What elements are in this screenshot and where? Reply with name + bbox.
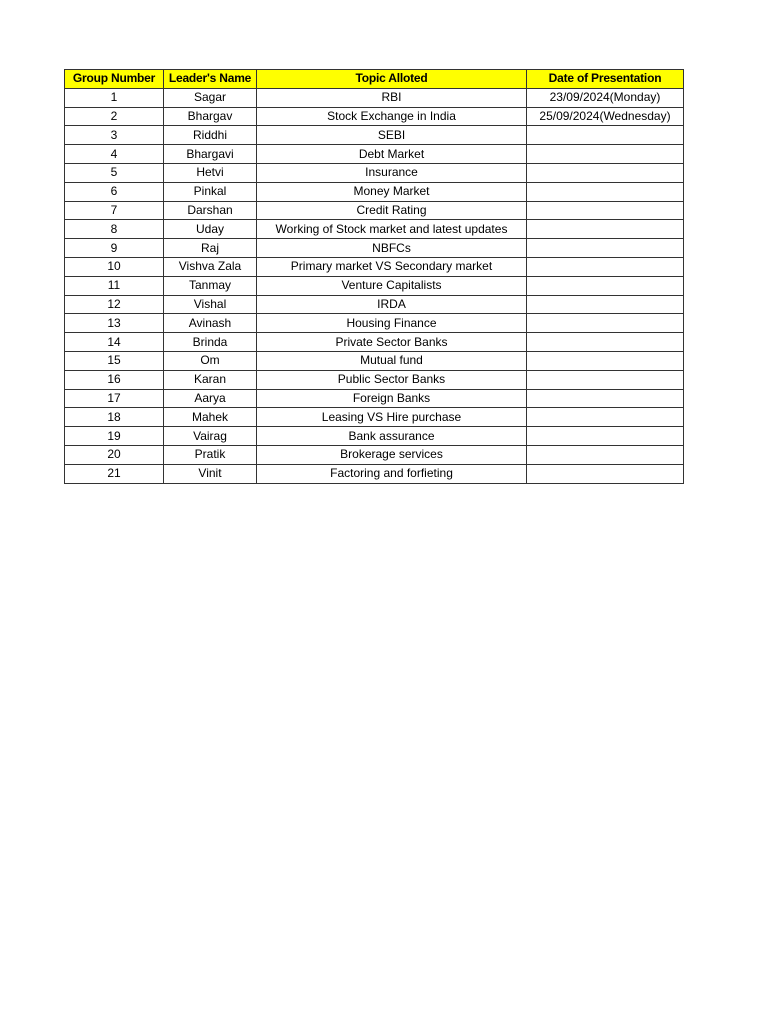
topic-cell[interactable]: IRDA bbox=[257, 295, 527, 314]
table-row bbox=[65, 389, 684, 408]
date-cell[interactable] bbox=[527, 126, 684, 145]
group-number-cell[interactable]: 1 bbox=[65, 88, 164, 107]
date-cell[interactable] bbox=[527, 333, 684, 352]
topic-cell[interactable]: Working of Stock market and latest updates bbox=[257, 220, 527, 239]
date-cell[interactable] bbox=[527, 351, 684, 370]
leader-name-cell[interactable]: Bhargav bbox=[164, 107, 257, 126]
topic-cell[interactable]: Housing Finance bbox=[257, 314, 527, 333]
table-row bbox=[65, 239, 684, 258]
table-row bbox=[65, 88, 684, 107]
date-cell[interactable] bbox=[527, 276, 684, 295]
leader-name-cell[interactable]: Hetvi bbox=[164, 163, 257, 182]
header-row bbox=[65, 70, 684, 89]
leader-name-cell[interactable]: Vishal bbox=[164, 295, 257, 314]
leader-name-cell[interactable]: Uday bbox=[164, 220, 257, 239]
date-cell[interactable]: 25/09/2024(Wednesday) bbox=[527, 107, 684, 126]
date-cell[interactable] bbox=[527, 239, 684, 258]
leader-name-cell[interactable]: Pratik bbox=[164, 445, 257, 464]
leader-name-cell[interactable]: Darshan bbox=[164, 201, 257, 220]
table-row bbox=[65, 314, 684, 333]
group-number-cell[interactable]: 9 bbox=[65, 239, 164, 258]
leader-name-cell[interactable]: Karan bbox=[164, 370, 257, 389]
topic-cell[interactable]: Factoring and forfieting bbox=[257, 464, 527, 483]
date-cell[interactable] bbox=[527, 464, 684, 483]
table-row bbox=[65, 163, 684, 182]
group-number-cell[interactable]: 15 bbox=[65, 351, 164, 370]
table-row bbox=[65, 370, 684, 389]
date-cell[interactable] bbox=[527, 201, 684, 220]
leader-name-cell[interactable]: Avinash bbox=[164, 314, 257, 333]
group-number-cell[interactable]: 4 bbox=[65, 145, 164, 164]
date-cell[interactable] bbox=[527, 408, 684, 427]
group-number-cell[interactable]: 3 bbox=[65, 126, 164, 145]
table-row bbox=[65, 427, 684, 446]
topic-cell[interactable]: Leasing VS Hire purchase bbox=[257, 408, 527, 427]
group-number-cell[interactable]: 19 bbox=[65, 427, 164, 446]
group-number-cell[interactable]: 20 bbox=[65, 445, 164, 464]
leader-name-cell[interactable]: Om bbox=[164, 351, 257, 370]
leader-name-cell[interactable]: Raj bbox=[164, 239, 257, 258]
spreadsheet-page bbox=[64, 69, 684, 484]
group-number-cell[interactable]: 7 bbox=[65, 201, 164, 220]
group-number-cell[interactable]: 13 bbox=[65, 314, 164, 333]
table-row bbox=[65, 333, 684, 352]
table-row bbox=[65, 295, 684, 314]
group-number-cell[interactable]: 17 bbox=[65, 389, 164, 408]
topic-cell[interactable]: Money Market bbox=[257, 182, 527, 201]
date-cell[interactable] bbox=[527, 370, 684, 389]
date-cell[interactable] bbox=[527, 445, 684, 464]
table-row bbox=[65, 351, 684, 370]
topic-cell[interactable]: Mutual fund bbox=[257, 351, 527, 370]
table-body bbox=[65, 88, 684, 483]
leader-name-cell[interactable]: Pinkal bbox=[164, 182, 257, 201]
topic-cell[interactable]: NBFCs bbox=[257, 239, 527, 258]
leader-name-cell[interactable]: Sagar bbox=[164, 88, 257, 107]
table-row bbox=[65, 408, 684, 427]
group-number-cell[interactable]: 18 bbox=[65, 408, 164, 427]
table-row bbox=[65, 220, 684, 239]
date-cell[interactable] bbox=[527, 427, 684, 446]
table-row bbox=[65, 182, 684, 201]
topic-cell[interactable]: Debt Market bbox=[257, 145, 527, 164]
topic-cell[interactable]: Venture Capitalists bbox=[257, 276, 527, 295]
header-group-number[interactable]: Group Number bbox=[65, 70, 164, 89]
table-row bbox=[65, 464, 684, 483]
topic-cell[interactable]: Insurance bbox=[257, 163, 527, 182]
date-cell[interactable] bbox=[527, 220, 684, 239]
leader-name-cell[interactable]: Mahek bbox=[164, 408, 257, 427]
table-row bbox=[65, 276, 684, 295]
header-topic-alloted[interactable]: Topic Alloted bbox=[257, 70, 527, 89]
date-cell[interactable] bbox=[527, 257, 684, 276]
group-number-cell[interactable]: 10 bbox=[65, 257, 164, 276]
topic-cell[interactable]: RBI bbox=[257, 88, 527, 107]
leader-name-cell[interactable]: Brinda bbox=[164, 333, 257, 352]
table-row bbox=[65, 257, 684, 276]
leader-name-cell[interactable]: Tanmay bbox=[164, 276, 257, 295]
table-row bbox=[65, 145, 684, 164]
group-number-cell[interactable]: 11 bbox=[65, 276, 164, 295]
topic-cell[interactable]: Private Sector Banks bbox=[257, 333, 527, 352]
group-number-cell[interactable]: 2 bbox=[65, 107, 164, 126]
topic-cell[interactable]: Public Sector Banks bbox=[257, 370, 527, 389]
date-cell[interactable] bbox=[527, 314, 684, 333]
presentation-schedule-table bbox=[64, 69, 684, 484]
topic-cell[interactable]: Foreign Banks bbox=[257, 389, 527, 408]
topic-cell[interactable]: Primary market VS Secondary market bbox=[257, 257, 527, 276]
table-row bbox=[65, 107, 684, 126]
group-number-cell[interactable]: 12 bbox=[65, 295, 164, 314]
date-cell[interactable]: 23/09/2024(Monday) bbox=[527, 88, 684, 107]
topic-cell[interactable]: Credit Rating bbox=[257, 201, 527, 220]
leader-name-cell[interactable]: Riddhi bbox=[164, 126, 257, 145]
table-row bbox=[65, 201, 684, 220]
date-cell[interactable] bbox=[527, 163, 684, 182]
leader-name-cell[interactable]: Bhargavi bbox=[164, 145, 257, 164]
leader-name-cell[interactable]: Vairag bbox=[164, 427, 257, 446]
table-row bbox=[65, 445, 684, 464]
header-leaders-name[interactable]: Leader's Name bbox=[164, 70, 257, 89]
table-row bbox=[65, 126, 684, 145]
date-cell[interactable] bbox=[527, 182, 684, 201]
date-cell[interactable] bbox=[527, 389, 684, 408]
group-number-cell[interactable]: 8 bbox=[65, 220, 164, 239]
leader-name-cell[interactable]: Vishva Zala bbox=[164, 257, 257, 276]
group-number-cell[interactable]: 14 bbox=[65, 333, 164, 352]
group-number-cell[interactable]: 6 bbox=[65, 182, 164, 201]
group-number-cell[interactable]: 5 bbox=[65, 163, 164, 182]
header-date-of-presentation[interactable]: Date of Presentation bbox=[527, 70, 684, 89]
leader-name-cell[interactable]: Vinit bbox=[164, 464, 257, 483]
date-cell[interactable] bbox=[527, 145, 684, 164]
group-number-cell[interactable]: 21 bbox=[65, 464, 164, 483]
group-number-cell[interactable]: 16 bbox=[65, 370, 164, 389]
leader-name-cell[interactable]: Aarya bbox=[164, 389, 257, 408]
date-cell[interactable] bbox=[527, 295, 684, 314]
topic-cell[interactable]: Brokerage services bbox=[257, 445, 527, 464]
topic-cell[interactable]: SEBI bbox=[257, 126, 527, 145]
topic-cell[interactable]: Stock Exchange in India bbox=[257, 107, 527, 126]
topic-cell[interactable]: Bank assurance bbox=[257, 427, 527, 446]
